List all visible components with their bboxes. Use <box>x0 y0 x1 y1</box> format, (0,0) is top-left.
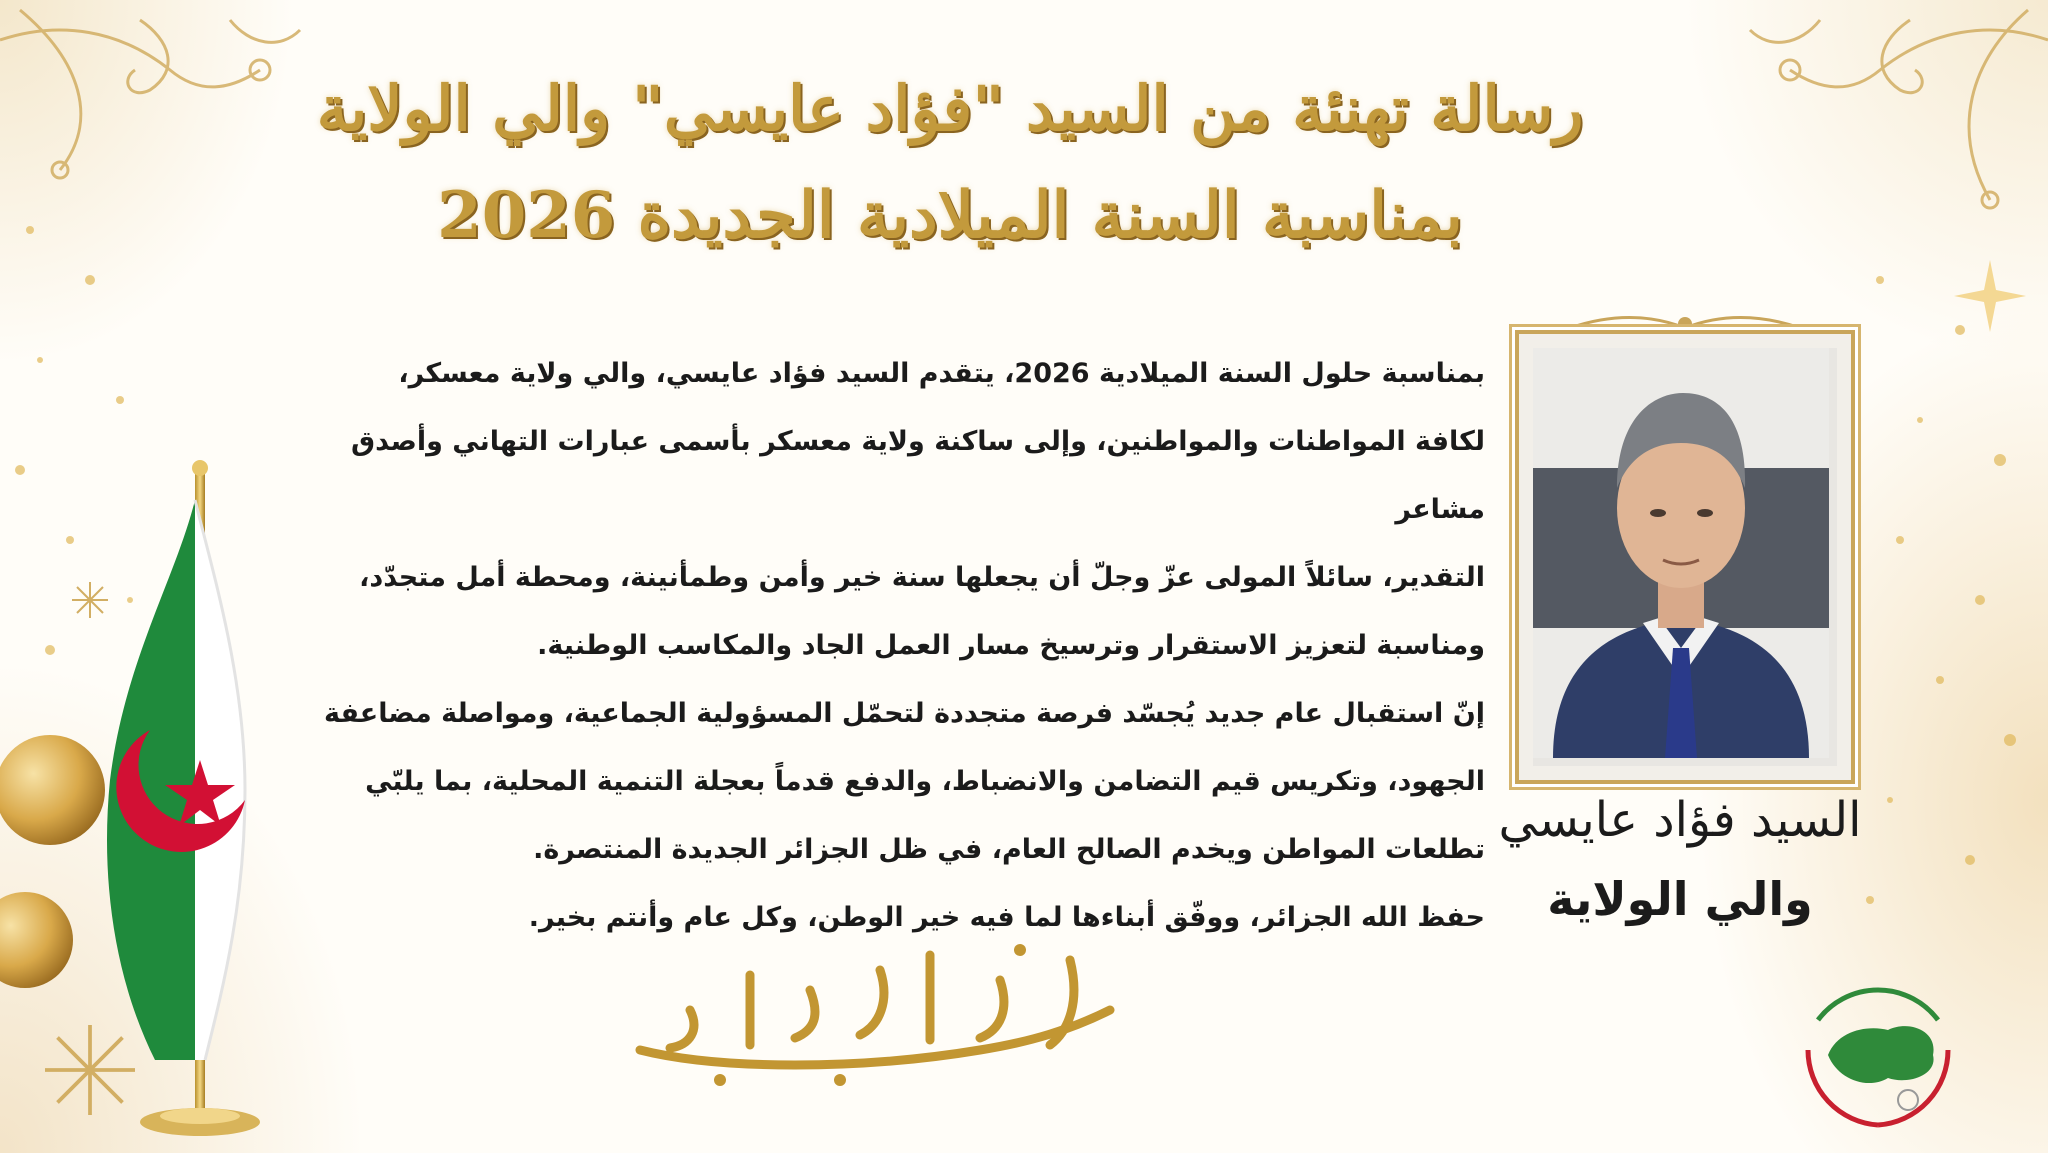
official-name: السيد فؤاد عايسي <box>1498 792 1862 848</box>
title-line-1: رسالة تهنئة من السيد "فؤاد عايسي" والي الولاية <box>316 72 1584 145</box>
message-line: تطلعات المواطن ويخدم الصالح العام، في ظل الجزائر الجديدة المنتصرة. <box>533 834 1485 865</box>
wilaya-logo <box>1788 960 1968 1140</box>
message-line: حفظ الله الجزائر، ووفّق أبناءها لما فيه خير الوطن، وكل عام وأنتم بخير. <box>528 902 1485 933</box>
official-title: والي الولاية <box>1547 872 1813 926</box>
message-line: إنّ استقبال عام جديد يُجسّد فرصة متجددة لتحمّل المسؤولية الجماعية، ومواصلة مضاعفة <box>324 698 1485 729</box>
calligraphy-greeting <box>600 920 1160 1100</box>
message-line: ومناسبة لتعزيز الاستقرار وترسيخ مسار العمل الجاد والمكاسب الوطنية. <box>537 630 1485 661</box>
message-body <box>305 340 1485 952</box>
message-line: التقدير، سائلاً المولى عزّ وجلّ أن يجعلها سنة خير وأمن وطمأنينة، ومحطة أمل متجدّد، <box>359 562 1485 593</box>
floral-ornament-top-left <box>0 0 320 200</box>
floral-ornament-top-right <box>1720 0 2048 240</box>
message-line: الجهود، وتكريس قيم التضامن والانضباط، والدفع قدماً بعجلة التنمية المحلية، بما يلبّي <box>365 766 1485 797</box>
title-line-2: بمناسبة السنة الميلادية الجديدة 2026 <box>437 178 1463 253</box>
message-line: بمناسبة حلول السنة الميلادية 2026، يتقدم السيد فؤاد عايسي، والي ولاية معسكر، <box>398 358 1485 389</box>
portrait-frame <box>1515 330 1855 784</box>
message-line: لكافة المواطنات والمواطنين، وإلى ساكنة ولاية معسكر بأسمى عبارات التهاني وأصدق مشاعر <box>351 426 1485 525</box>
portrait-photo <box>1533 348 1837 766</box>
algerian-flag <box>95 460 315 1150</box>
portrait-illustration <box>1533 348 1829 758</box>
